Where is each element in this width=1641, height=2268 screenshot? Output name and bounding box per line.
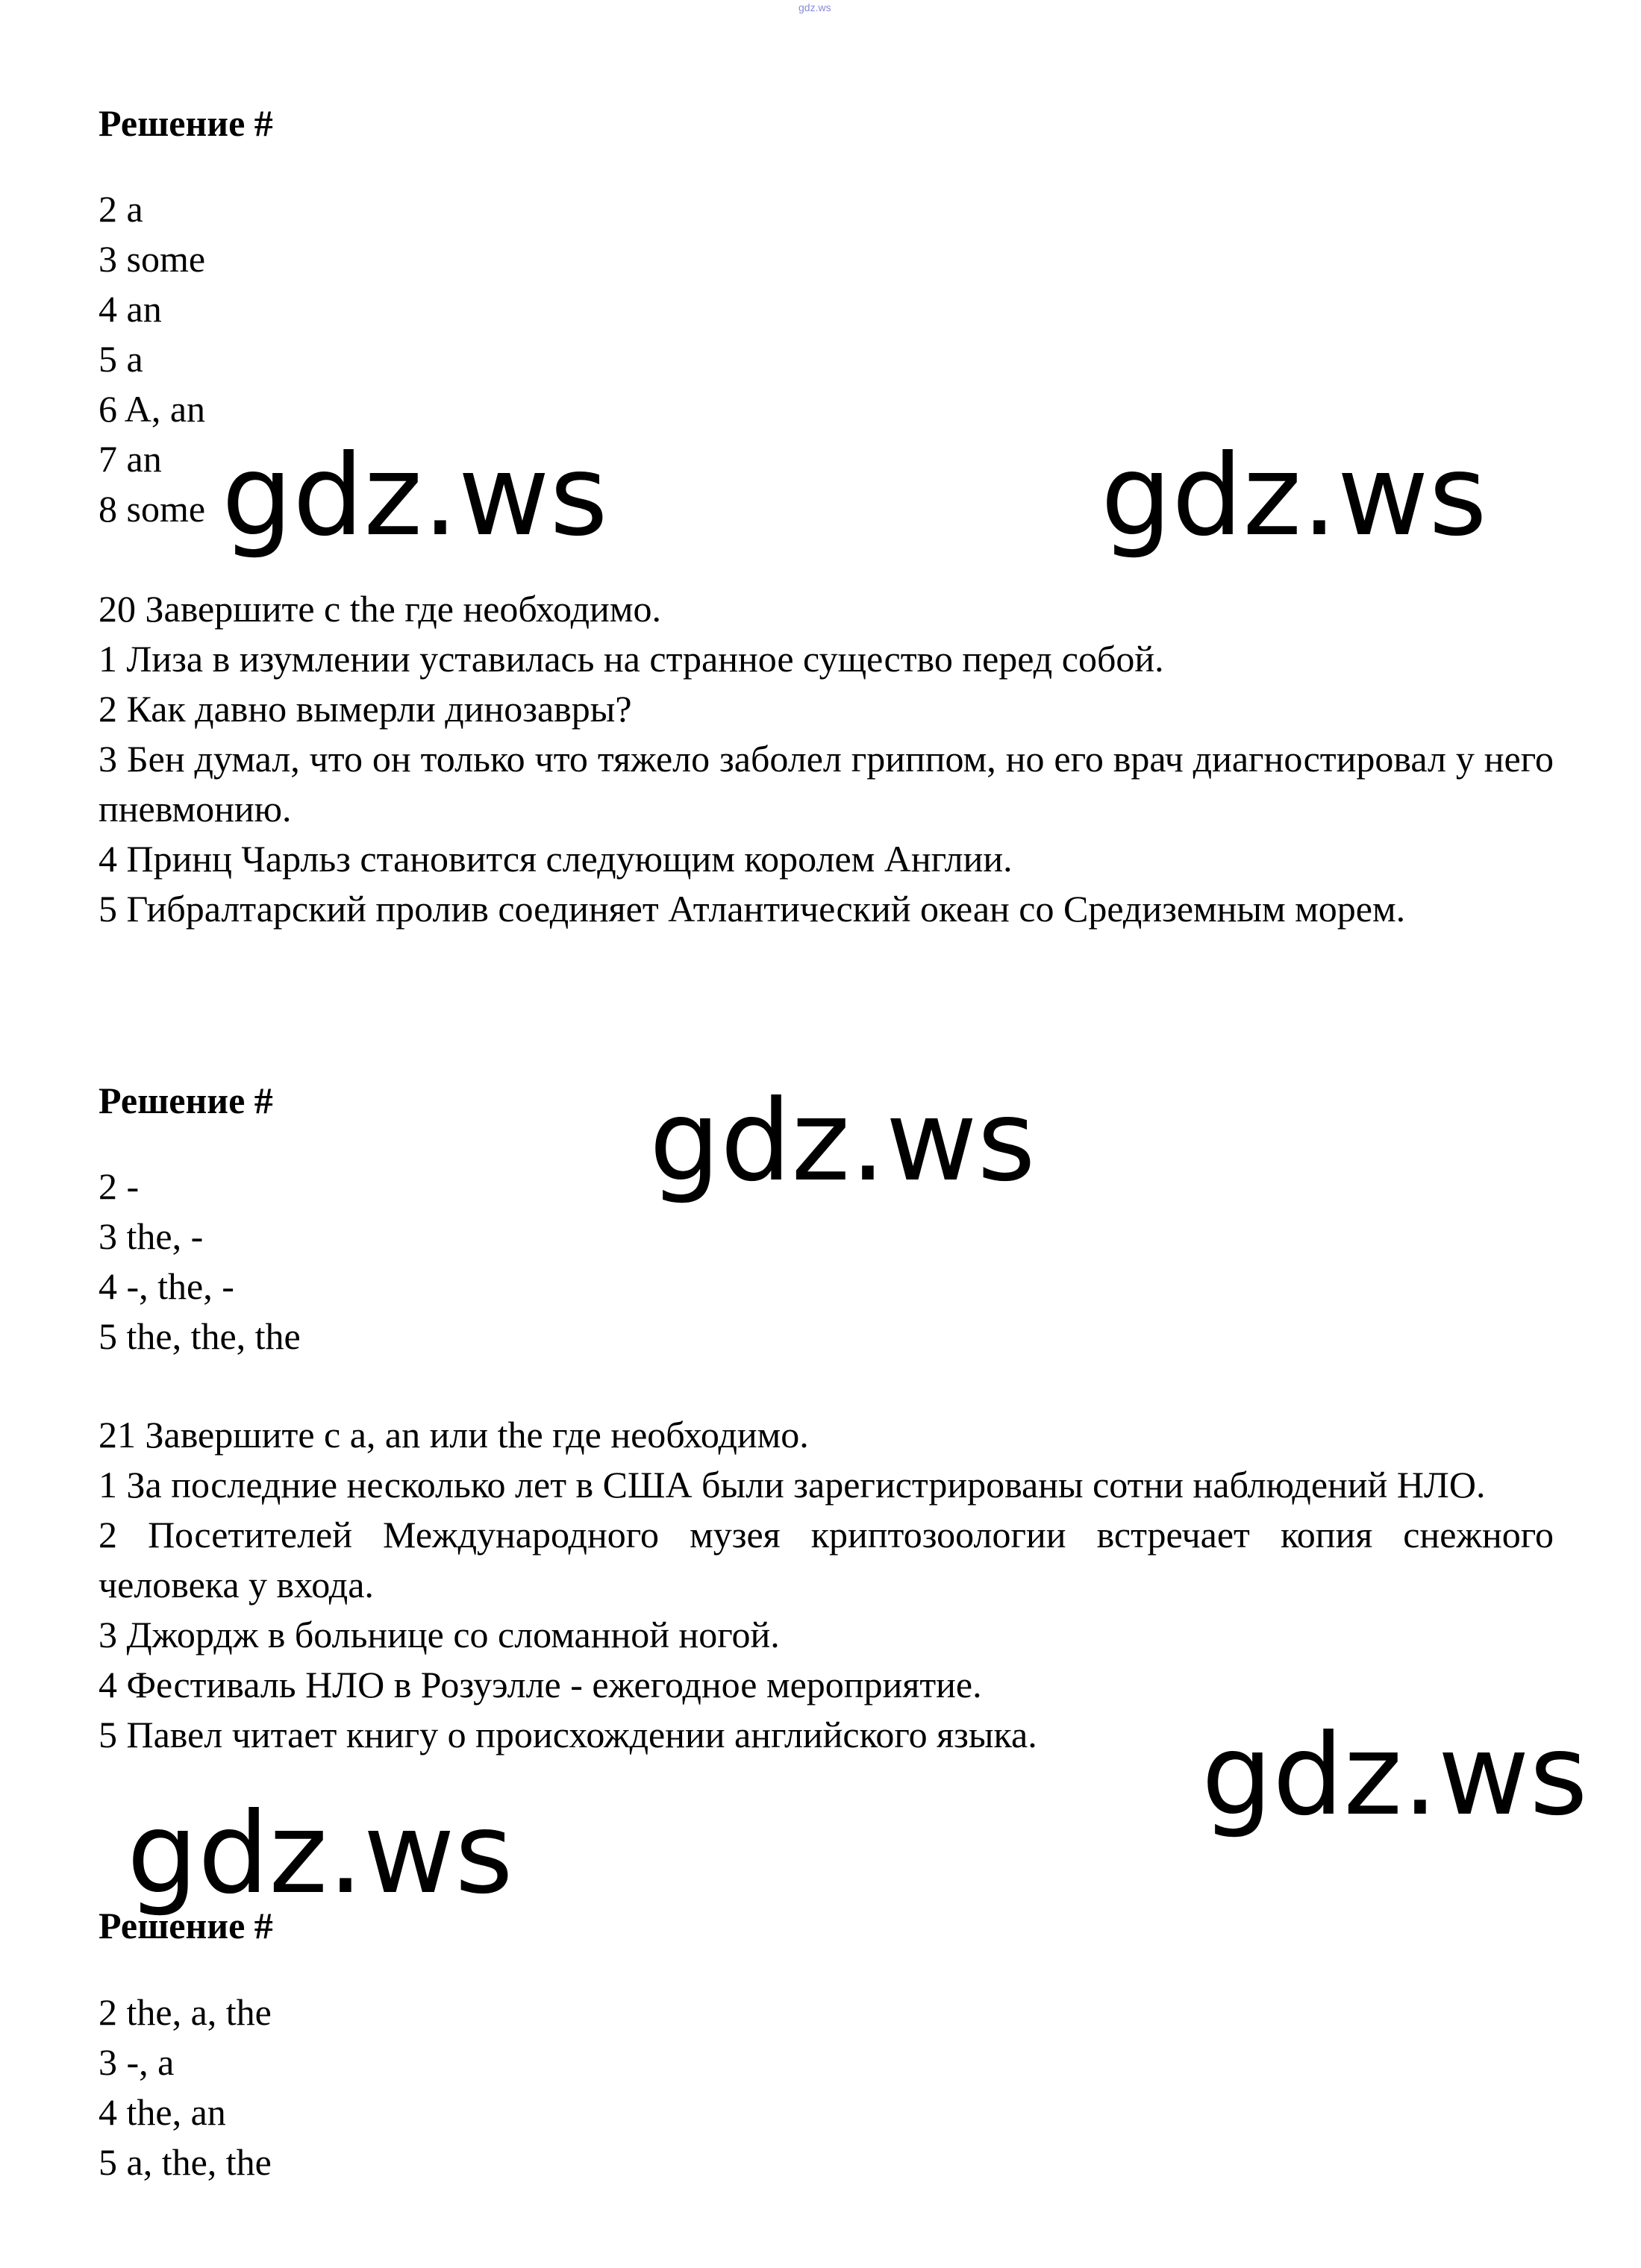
exercise-21 (99, 1410, 1554, 1760)
watermark: gdz.ws (649, 1077, 1036, 1206)
answer-item: 3 -, a (99, 2041, 175, 2083)
solution-heading: Решение # (99, 102, 273, 144)
watermark: gdz.ws (1101, 431, 1487, 561)
answer-item: 2 - (99, 1165, 140, 1207)
watermark: gdz.ws (222, 431, 608, 561)
exercise-title: 20 Завершите с the где необходимо. (99, 588, 661, 630)
answer-item: 4 the, an (99, 2091, 226, 2133)
answer-item: 8 some (99, 488, 206, 530)
exercise-title: 21 Завершите с a, an или the где необходимо. (99, 1414, 809, 1456)
answer-item: 7 an (99, 438, 162, 480)
answer-list-3 (99, 1987, 1554, 2187)
answer-item: 5 a, the, the (99, 2141, 272, 2183)
exercise-item: 4 Фестиваль НЛО в Розуэлле - ежегодное мероприятие. (99, 1664, 982, 1705)
answer-item: 5 a (99, 338, 143, 380)
answer-item: 4 an (99, 288, 162, 330)
answer-item: 4 -, the, - (99, 1265, 234, 1307)
answer-item: 2 a (99, 188, 143, 230)
exercise-item: 4 Принц Чарльз становится следующим королем Англии. (99, 838, 1013, 880)
solution-block-1 (99, 98, 1554, 148)
exercise-item: 5 Гибралтарский пролив соединяет Атлантический океан со Средиземным морем. (99, 888, 1406, 930)
answer-item: 5 the, the, the (99, 1315, 301, 1357)
watermark: gdz.ws (127, 1789, 513, 1919)
exercise-item: 3 Джордж в больнице со сломанной ногой. (99, 1614, 780, 1655)
exercise-item: 1 Лиза в изумлении уставилась на странное существо перед собой. (99, 638, 1164, 680)
solution-heading: Решение # (99, 1905, 273, 1946)
solution-heading: Решение # (99, 1080, 273, 1121)
answer-item: 3 the, - (99, 1215, 204, 1257)
exercise-item: 3 Бен думал, что он только что тяжело заболел гриппом, но его врач диагностировал у него пневмонию. (99, 738, 1554, 830)
answer-item: 3 some (99, 238, 206, 280)
exercise-item: 5 Павел читает книгу о происхождении английского языка. (99, 1714, 1037, 1755)
answer-item: 6 A, an (99, 388, 206, 430)
answer-item: 2 the, a, the (99, 1991, 272, 2033)
site-mark: gdz.ws (798, 1, 831, 13)
exercise-item: 2 Как давно вымерли динозавры? (99, 688, 632, 730)
exercise-20 (99, 584, 1554, 934)
watermark: gdz.ws (1201, 1711, 1588, 1841)
exercise-item: 1 За последние несколько лет в США были зарегистрированы сотни наблюдений НЛО. (99, 1464, 1486, 1506)
exercise-item: 2 Посетителей Международного музея криптозоологии встречает копия снежного человека у входа. (99, 1514, 1554, 1606)
